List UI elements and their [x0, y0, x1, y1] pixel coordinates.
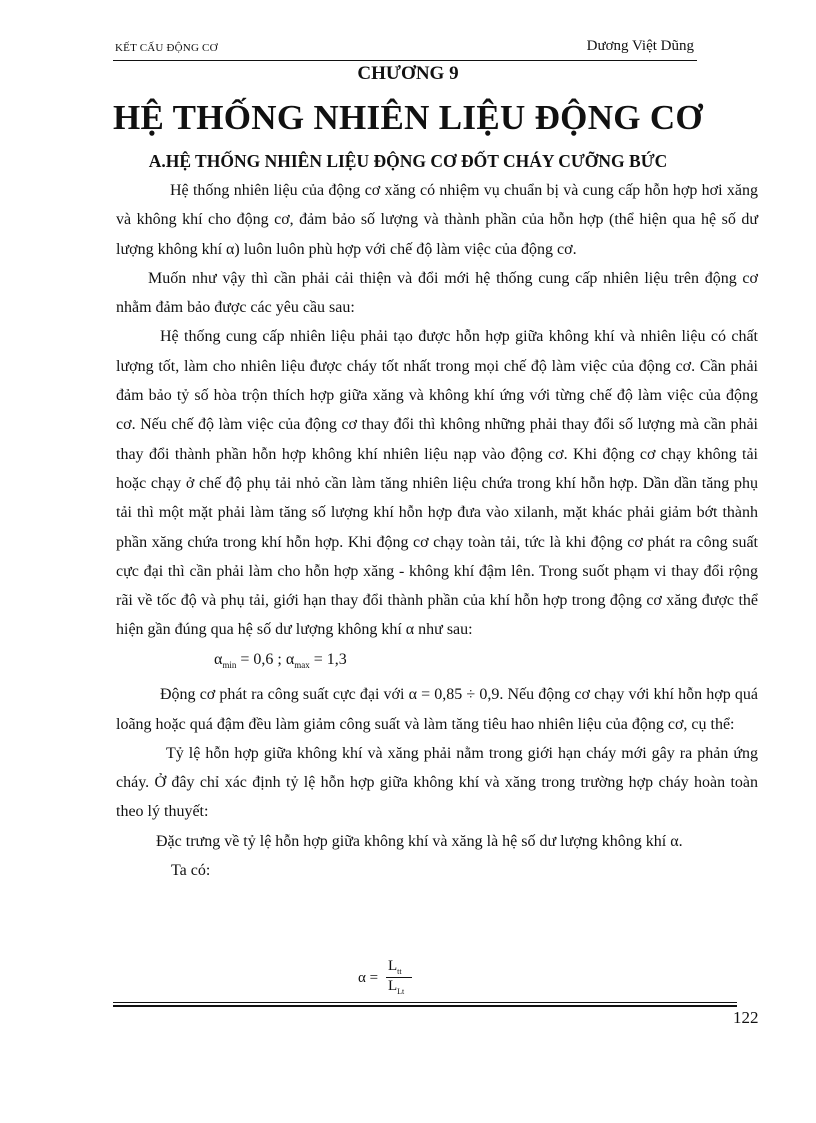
- footer-rule-thick: [113, 1005, 737, 1007]
- page-number: 122: [733, 1008, 759, 1027]
- footer-rule-thin: [113, 1002, 737, 1003]
- body-text: [116, 176, 758, 885]
- paragraph-4: Động cơ phát ra công suất cực đại với α = 0,85 ÷ 0,9. Nếu động cơ chạy với khí hỗn hợp quá loãng hoặc quá đậm đều làm giảm công suất và làm tăng tiêu hao nhiên liệu của động cơ, cụ thể:: [116, 686, 758, 733]
- header-left-title: KẾT CẤU ĐỘNG CƠ: [115, 42, 218, 54]
- numerator-subscript: tt: [397, 967, 402, 976]
- chapter-label: CHƯƠNG 9: [357, 63, 459, 84]
- paragraph-6: Đặc trưng về tỷ lệ hỗn hợp giữa không khí và xăng là hệ số dư lượng không khí α.: [156, 832, 683, 850]
- max-subscript: max: [294, 659, 310, 670]
- paragraph-2: Muốn như vậy thì cần phải cải thiện và đổi mới hệ thống cung cấp nhiên liệu trên động cơ nhằm đảm bảo được các yêu cầu sau:: [116, 269, 758, 317]
- header-author: Dương Việt Dũng: [586, 38, 694, 54]
- min-value: = 0,6 ;: [236, 650, 286, 668]
- max-value: = 1,3: [309, 650, 347, 668]
- denominator-base: L: [388, 978, 398, 994]
- paragraph-7: Ta có:: [171, 862, 211, 880]
- formula-numerator: [388, 958, 402, 976]
- alpha-symbol: α: [214, 650, 223, 668]
- formula-lhs: α =: [358, 970, 379, 986]
- numerator-base: L: [388, 958, 398, 974]
- chapter-title: HỆ THỐNG NHIÊN LIỆU ĐỘNG CƠ: [113, 98, 703, 137]
- formula-denominator: [388, 978, 404, 996]
- section-title: A.HỆ THỐNG NHIÊN LIỆU ĐỘNG CƠ ĐỐT CHÁY CƯỠNG BỨC: [148, 151, 668, 171]
- alpha-symbol: α: [285, 650, 295, 668]
- min-subscript: min: [222, 659, 237, 670]
- paragraph-1: Hệ thống nhiên liệu của động cơ xăng có nhiệm vụ chuẩn bị và cung cấp hỗn hợp hơi xăng và không khí cho động cơ, đảm bảo số lượng và thành phần của hỗn hợp (thể hiện qua hệ số dư lượng không khí α) luôn luôn phù hợp với chế độ làm việc của động cơ.: [116, 182, 758, 258]
- alpha-limits-formula: [116, 645, 758, 680]
- paragraph-3: Hệ thống cung cấp nhiên liệu phải tạo được hỗn hợp giữa không khí và nhiên liệu có chất lượng tốt, làm cho nhiên liệu được cháy tốt nhất trong mọi chế độ làm việc của động cơ. Cần phải đảm bảo tỷ số hòa trộn thích hợp giữa xăng và không khí ứng với từng chế độ làm việc của động cơ. Nếu chế độ làm việc của động cơ thay đổi thì không những phải thay đổi số lượng mà cần phải thay đổi thành phần hỗn hợp không khí nhiên liệu nạp vào động cơ. Khi động cơ chạy không tải hoặc chạy ở chế độ phụ tải nhỏ cần làm tăng nhiên liệu chứa trong khí hỗn hợp. Dần dần tăng phụ tải thì một mặt phải làm tăng số lượng khí hỗn hợp đưa vào xilanh, mặt khác phải giảm bớt thành phần xăng chứa trong khí hỗn hợp. Khi động cơ chạy toàn tải, tức là khi động cơ phát ra công suất cực đại thì cần phải làm cho hỗn hợp xăng - không khí đậm lên. Trong suốt phạm vi thay đổi rộng rãi về tốc độ và phụ tải, giới hạn thay đổi thành phần của khí hỗn hợp trong động cơ xăng được thể hiện gần đúng qua hệ số dư lượng không khí α như sau:: [116, 328, 758, 639]
- header-rule: [113, 60, 697, 61]
- paragraph-5: Tỷ lệ hỗn hợp giữa không khí và xăng phải nằm trong giới hạn cháy mới gây ra phản ứng cháy. Ở đây chỉ xác định tỷ lệ hỗn hợp giữa không khí và xăng trong trường hợp cháy hoàn toàn theo lý thuyết:: [116, 744, 758, 821]
- denominator-subscript: Lt: [397, 987, 405, 996]
